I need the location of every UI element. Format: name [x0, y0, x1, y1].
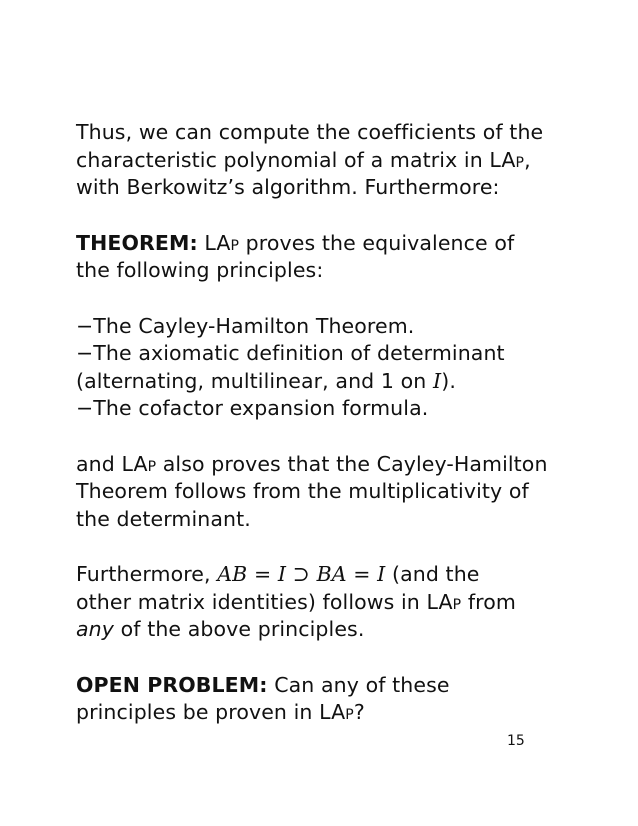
- open-problem-text: Can any of these: [267, 672, 450, 697]
- para1-line2-text: characteristic polynomial of a matrix in: [76, 147, 490, 172]
- para3-line2: [76, 589, 576, 617]
- math-variable-i: I: [277, 562, 287, 586]
- para1-line2-punct: ,: [524, 147, 531, 172]
- principle-item-punct: ).: [441, 368, 456, 393]
- lap-system-name: LAp: [121, 451, 157, 476]
- spacer: [76, 423, 576, 451]
- para1-line3: [76, 174, 576, 202]
- spacer: [76, 202, 576, 230]
- para2-text: Theorem follows from the multiplicativity of: [76, 479, 529, 503]
- lap-system-name: LAp: [426, 589, 462, 614]
- math-ba: BA: [316, 562, 347, 586]
- emphasis-any: any: [76, 617, 114, 641]
- math-equals: =: [346, 562, 378, 586]
- para2-line3: [76, 506, 576, 534]
- para3-text: (and the: [385, 562, 480, 586]
- principle-item-text: (alternating, multilinear, and 1 on: [76, 368, 434, 393]
- para1-line3-text: with Berkowitz’s algorithm. Furthermore:: [76, 175, 500, 199]
- spacer: [76, 285, 576, 313]
- para1-line1: [76, 119, 576, 147]
- principle-item-text: −The cofactor expansion formula.: [76, 396, 429, 420]
- para1-line2: [76, 147, 576, 175]
- para3-line1: [76, 561, 576, 589]
- para3-text: from: [461, 589, 516, 614]
- principle-item-axiomatic: [76, 340, 576, 368]
- theorem-line1-text: proves the equivalence of: [239, 230, 515, 255]
- math-equals: =: [247, 562, 278, 586]
- theorem-line2-text: the following principles:: [76, 258, 324, 282]
- spacer: [76, 644, 576, 672]
- principle-item-cayley-hamilton: [76, 313, 576, 341]
- open-problem-text: principles be proven in: [76, 700, 320, 724]
- para2-text: also proves that the Cayley-Hamilton: [156, 451, 548, 476]
- open-problem-line1: [76, 672, 576, 700]
- math-variable-i: I: [377, 562, 386, 586]
- para2-line1: [76, 451, 576, 479]
- principle-item-text: −The Cayley-Hamilton Theorem.: [76, 313, 415, 338]
- principle-item-cofactor: [76, 395, 576, 423]
- para1-line1-text: Thus, we can compute the coefficients of the: [76, 120, 544, 144]
- principle-item-text: −The axiomatic definition of determinant: [76, 341, 505, 365]
- principle-item-axiomatic-cont: [76, 368, 576, 396]
- para3-text: other matrix identities) follows in: [76, 589, 427, 614]
- para2-text: and: [76, 451, 122, 476]
- para3-text: Furthermore,: [76, 562, 218, 586]
- math-implies: ⊃: [286, 562, 317, 586]
- para2-text: the determinant.: [76, 506, 251, 531]
- theorem-line2: [76, 257, 576, 285]
- math-variable-i: I: [433, 368, 442, 393]
- lap-system-name: LAp: [204, 230, 240, 255]
- lap-system-name: LAp: [489, 147, 525, 172]
- theorem-line1: [76, 230, 576, 258]
- lap-system-name: LAp: [319, 700, 354, 724]
- open-problem-label: OPEN PROBLEM:: [76, 672, 268, 697]
- open-problem-line2: [76, 699, 576, 727]
- spacer: [76, 533, 576, 561]
- slide-content: [76, 119, 576, 727]
- para3-line3: [76, 616, 576, 644]
- open-problem-punct: ?: [353, 700, 365, 724]
- theorem-label: THEOREM:: [76, 230, 198, 255]
- page-number: 15: [507, 733, 525, 749]
- para3-text: of the above principles.: [114, 617, 365, 641]
- math-ab: AB: [217, 562, 248, 586]
- para2-line2: [76, 478, 576, 506]
